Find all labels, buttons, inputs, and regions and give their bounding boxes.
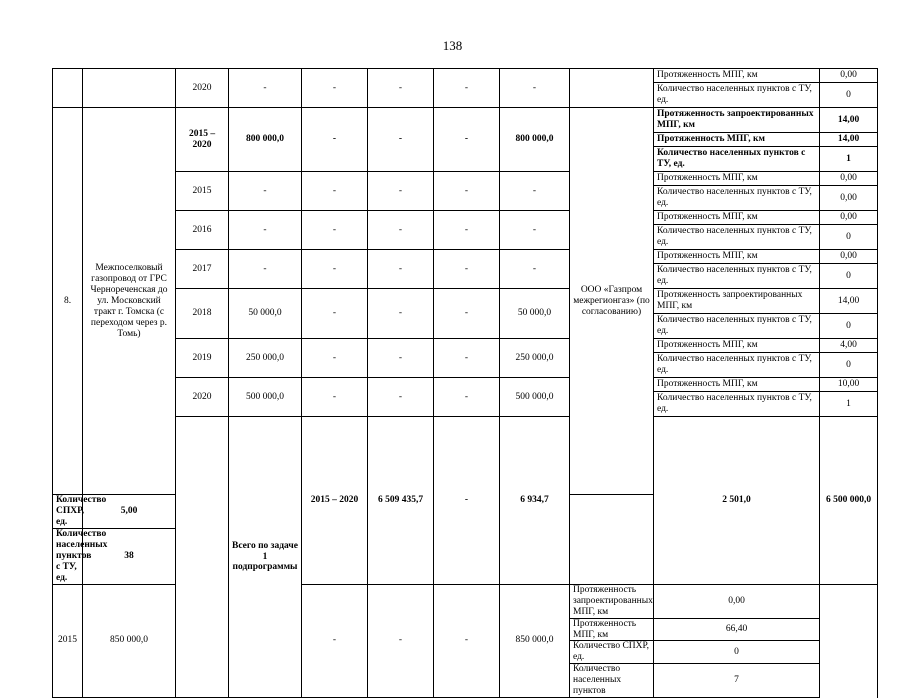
fund-cell: 250 000,0 (500, 339, 570, 378)
name-cell (83, 69, 176, 108)
indicator-name: Количество населенных пунктов с ТУ, ед. (654, 264, 820, 289)
indicator-name: Протяженность МПГ, км (654, 339, 820, 353)
indicator-value: 0,00 (820, 69, 878, 83)
fund-cell: - (368, 250, 434, 289)
fund-cell: - (500, 69, 570, 108)
cost-cell: - (229, 69, 302, 108)
fund-cell: 50 000,0 (500, 289, 570, 339)
indicator-value: 10,00 (820, 378, 878, 392)
year-cell: 2020 (176, 378, 229, 417)
cost-cell: 500 000,0 (229, 378, 302, 417)
indicator-value: 38 (83, 529, 176, 585)
year-cell: 2017 (176, 250, 229, 289)
indicator-value: 0,00 (820, 211, 878, 225)
cost-cell: 50 000,0 (229, 289, 302, 339)
table-row (53, 69, 878, 83)
cost-cell: - (229, 211, 302, 250)
fund-cell: - (368, 172, 434, 211)
fund-cell: - (368, 289, 434, 339)
fund-cell: - (368, 339, 434, 378)
indicator-value: 5,00 (83, 495, 176, 529)
fund-cell: - (368, 69, 434, 108)
indicator-name: Протяженность МПГ, км (654, 378, 820, 392)
fund-cell: - (302, 339, 368, 378)
indicator-value: 0,00 (820, 250, 878, 264)
fund-cell: - (434, 289, 500, 339)
year-cell: 2018 (176, 289, 229, 339)
executor-name: ООО «Газпром межрегионгаз» (по согласованию) (570, 108, 654, 495)
executor-cell (570, 69, 654, 108)
table-row (53, 211, 878, 225)
indicator-value: 14,00 (820, 108, 878, 133)
fund-cell: 6 934,7 (500, 417, 570, 585)
page-number: 138 (442, 38, 463, 53)
fund-cell: 500 000,0 (500, 378, 570, 417)
table-row (53, 172, 878, 186)
fund-cell: - (434, 417, 500, 585)
fund-cell: - (302, 289, 368, 339)
fund-cell: - (434, 584, 500, 697)
fund-cell: - (434, 378, 500, 417)
fund-cell: - (434, 250, 500, 289)
indicator-value: 0 (654, 641, 820, 664)
program-table (52, 68, 878, 698)
cost-cell: 850 000,0 (83, 584, 176, 697)
fund-cell: - (368, 211, 434, 250)
indicator-name: Количество населенных пунктов (570, 664, 654, 698)
indicator-value: 1 (820, 147, 878, 172)
year-cell: 2015 (176, 172, 229, 211)
indicator-name: Количество населенных пунктов с ТУ, ед. (654, 392, 820, 417)
object-name: Межпоселковый газопровод от ГРС Черноречeнская до ул. Московский тракт г. Томска (с переходом через р. Томь) (83, 108, 176, 495)
table-row (53, 250, 878, 264)
indicator-value: 0,00 (654, 584, 820, 618)
indicator-value: 4,00 (820, 339, 878, 353)
fund-cell: - (368, 584, 434, 697)
fund-cell: - (434, 69, 500, 108)
table-row (53, 289, 878, 314)
indicator-name: Протяженность запроектированных МПГ, км (654, 108, 820, 133)
indicator-value: 66,40 (654, 618, 820, 641)
fund-cell: - (302, 211, 368, 250)
number-cell (53, 69, 83, 108)
indicator-value: 7 (654, 664, 820, 698)
indicator-value: 0 (820, 225, 878, 250)
fund-cell: - (434, 172, 500, 211)
indicator-name: Количество населенных пунктов с ТУ, ед. (654, 83, 820, 108)
indicator-name: Протяженность МПГ, км (654, 172, 820, 186)
indicator-value: 14,00 (820, 289, 878, 314)
indicator-value: 0,00 (820, 186, 878, 211)
year-cell: 2019 (176, 339, 229, 378)
cost-cell: 6 509 435,7 (368, 417, 434, 585)
year-cell: 2016 (176, 211, 229, 250)
indicator-name: Количество населенных пунктов с ТУ, ед. (654, 186, 820, 211)
year-cell: 2015 – 2020 (176, 108, 229, 172)
indicator-value: 0 (820, 83, 878, 108)
indicator-value: 14,00 (820, 133, 878, 147)
item-number: 8. (53, 108, 83, 495)
fund-cell: - (434, 211, 500, 250)
indicator-value: 0 (820, 314, 878, 339)
cost-cell: - (229, 172, 302, 211)
table-row (53, 108, 878, 133)
year-cell: 2020 (176, 69, 229, 108)
indicator-name: Количество СПХР, ед. (53, 495, 83, 529)
fund-cell: - (302, 172, 368, 211)
cost-cell: 250 000,0 (229, 339, 302, 378)
fund-cell: - (302, 584, 368, 697)
table-row (53, 417, 878, 462)
fund-cell: 2 501,0 (654, 417, 820, 585)
indicator-value: 0,00 (820, 172, 878, 186)
fund-cell: - (302, 378, 368, 417)
fund-cell: 800 000,0 (500, 108, 570, 172)
cost-cell: 800 000,0 (229, 108, 302, 172)
number-cell (176, 417, 229, 698)
indicator-name: Протяженность МПГ, км (654, 211, 820, 225)
year-cell: 2015 – 2020 (302, 417, 368, 585)
indicator-name: Количество СПХР, ед. (570, 641, 654, 664)
indicator-name: Протяженность запроектированных МПГ, км (570, 584, 654, 618)
indicator-name: Протяженность МПГ, км (654, 133, 820, 147)
indicator-name: Протяженность запроектированных МПГ, км (654, 289, 820, 314)
indicator-name: Протяженность МПГ, км (654, 250, 820, 264)
table-row (53, 378, 878, 392)
fund-cell: - (434, 108, 500, 172)
indicator-name: Количество населенных пунктов с ТУ, ед. (654, 314, 820, 339)
total-label: Всего по задаче 1 подпрограммы (229, 417, 302, 698)
fund-cell: 6 500 000,0 (820, 417, 878, 585)
indicator-name: Протяженность МПГ, км (654, 69, 820, 83)
fund-cell: - (500, 250, 570, 289)
fund-cell: - (500, 172, 570, 211)
indicator-name: Количество населенных пунктов с ТУ, ед. (654, 147, 820, 172)
indicator-value: 0 (820, 264, 878, 289)
indicator-value: 1 (820, 392, 878, 417)
indicator-name: Протяженность МПГ, км (570, 618, 654, 641)
indicator-name: Количество населенных пунктов с ТУ, ед. (654, 225, 820, 250)
fund-cell: - (302, 69, 368, 108)
fund-cell: - (434, 339, 500, 378)
indicator-value: 0 (820, 353, 878, 378)
cost-cell: - (229, 250, 302, 289)
fund-cell: - (368, 108, 434, 172)
fund-cell: 850 000,0 (500, 584, 570, 697)
fund-cell: - (368, 378, 434, 417)
year-cell: 2015 (53, 584, 83, 697)
indicator-name: Количество населенных пунктов с ТУ, ед. (654, 353, 820, 378)
fund-cell: - (302, 250, 368, 289)
indicator-name: Количество населенных пунктов с ТУ, ед. (53, 529, 83, 585)
fund-cell: - (302, 108, 368, 172)
table-row (53, 339, 878, 353)
fund-cell: - (500, 211, 570, 250)
